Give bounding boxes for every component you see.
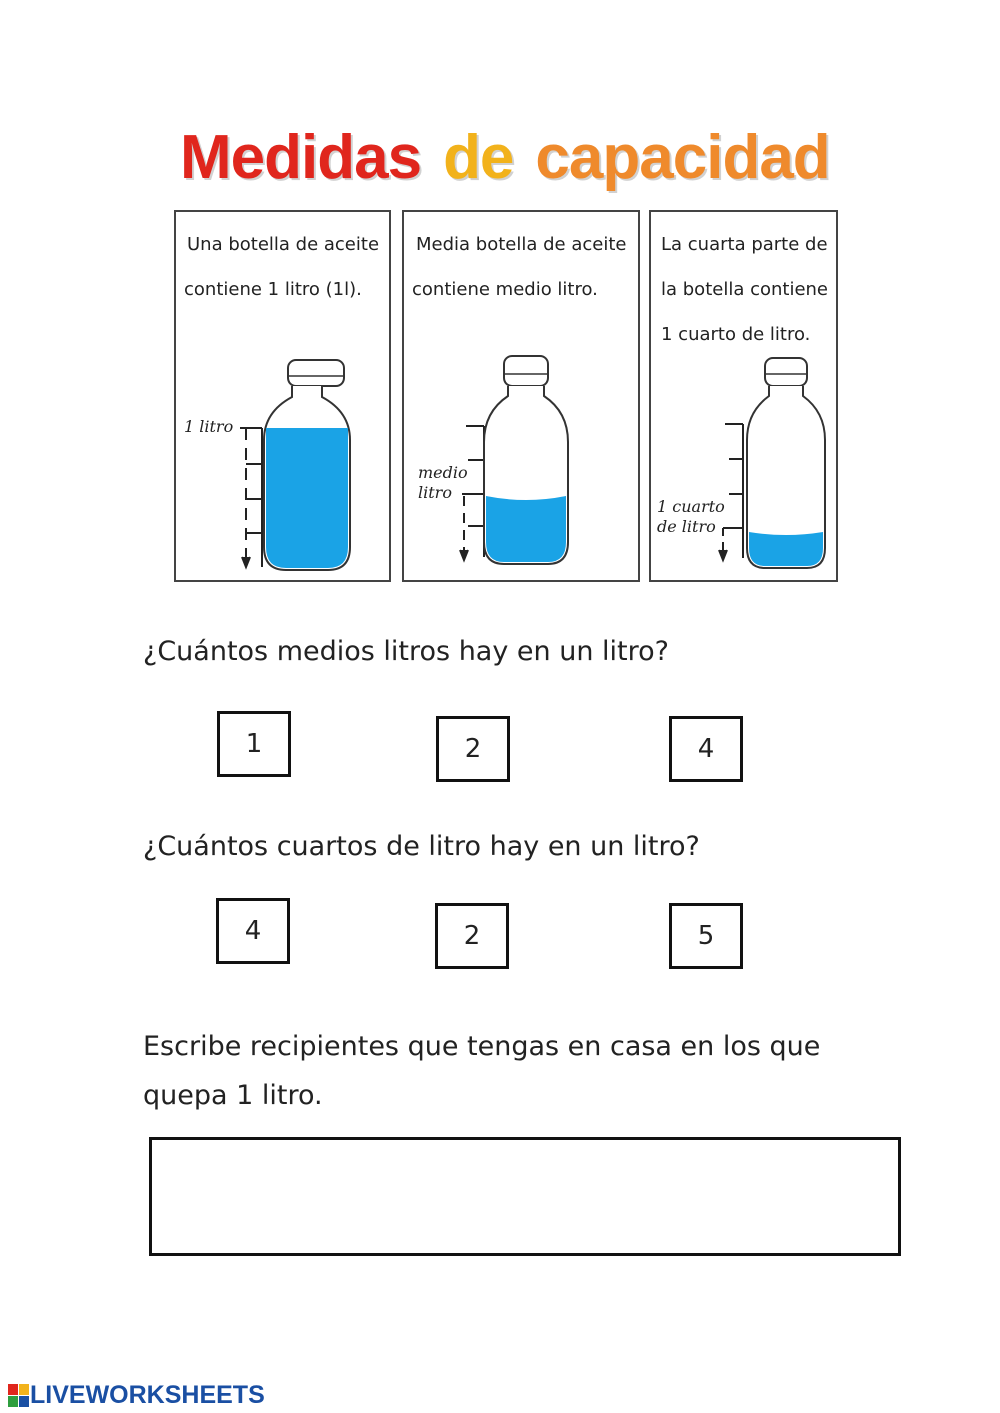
panel-2-caption [412, 222, 626, 312]
q1-option-3[interactable]: 4 [669, 716, 743, 782]
panel-1-line-2: contiene 1 litro (1l). [184, 279, 362, 300]
title-word-capacidad: capacidad [535, 123, 830, 192]
q2-option-3[interactable]: 5 [669, 903, 743, 969]
q2-option-1[interactable]: 4 [216, 898, 290, 964]
scale-label-medio: medio [418, 463, 468, 482]
title-word-de: de [443, 123, 514, 192]
panel-3-line-3: 1 cuarto de litro. [661, 324, 811, 345]
panel-3-line-2: la botella contiene [661, 279, 829, 300]
question-1: ¿Cuántos medios litros hay en un litro? [143, 636, 669, 667]
panel-1-caption [184, 222, 379, 312]
scale-label-litro: litro [418, 483, 452, 502]
liveworksheets-logo-icon [8, 1384, 30, 1408]
water-fill-3 [749, 532, 823, 566]
answer-textbox[interactable] [149, 1137, 901, 1256]
question-2: ¿Cuántos cuartos de litro hay en un litro? [143, 831, 700, 862]
panel-2-line-1: Media botella de aceite [416, 234, 627, 255]
q2-option-2[interactable]: 2 [435, 903, 509, 969]
footer-logo [8, 1381, 265, 1410]
illustration-panel-1-litro [174, 210, 391, 582]
water-fill-1 [266, 428, 348, 568]
panel-3-line-1: La cuarta parte de [661, 234, 828, 255]
illustration-panel-cuarto-litro [649, 210, 838, 582]
question-3-line-2: quepa 1 litro. [143, 1080, 323, 1111]
page-title [180, 122, 830, 202]
water-fill-2 [486, 496, 566, 562]
scale-label-de-litro: de litro [657, 517, 716, 536]
scale-label-1-cuarto: 1 cuarto [657, 497, 725, 516]
panel-1-line-1: Una botella de aceite [187, 234, 380, 255]
title-word-medidas: Medidas [180, 123, 422, 192]
panel-3-caption [659, 222, 828, 357]
panel-2-line-2: contiene medio litro. [412, 279, 598, 300]
question-3-line-1: Escribe recipientes que tengas en casa en los que [143, 1031, 821, 1062]
question-3 [143, 1022, 863, 1120]
footer-brand: LIVEWORKSHEETS [30, 1381, 265, 1409]
scale-label-1-litro: 1 litro [184, 417, 234, 436]
q1-option-1[interactable]: 1 [217, 711, 291, 777]
q1-option-2[interactable]: 2 [436, 716, 510, 782]
illustration-panel-medio-litro [402, 210, 640, 582]
